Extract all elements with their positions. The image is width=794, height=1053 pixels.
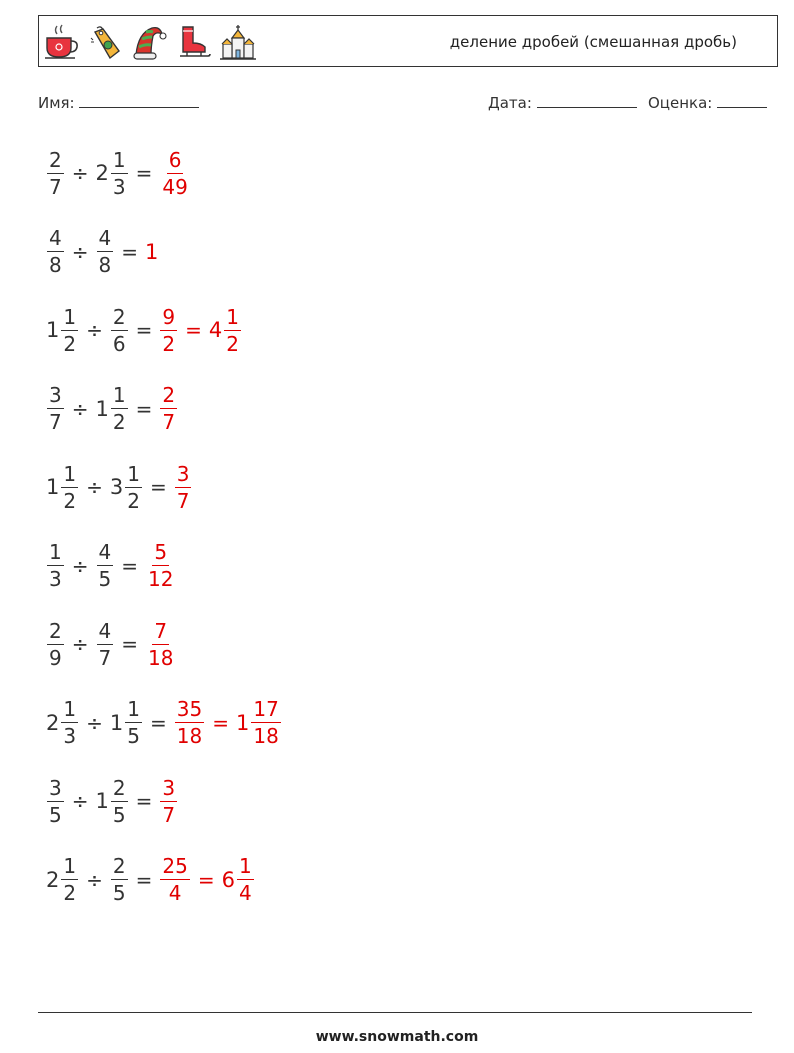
- answer-fraction: [175, 698, 204, 747]
- answer-fraction: [160, 384, 177, 433]
- operand-a-numerator: 3: [49, 383, 62, 407]
- answer-mixed-numerator: 1: [226, 304, 239, 329]
- answer-denominator: 2: [162, 331, 176, 356]
- answer-equals-sign: =: [185, 318, 202, 342]
- operand-b-numerator: 4: [98, 618, 112, 643]
- name-line[interactable]: [79, 93, 199, 108]
- answer-mixed-fraction: [251, 698, 280, 747]
- operand-a-denominator: 2: [63, 331, 77, 356]
- answer-equals-sign: =: [197, 867, 215, 892]
- operand-a-denominator: 2: [63, 488, 77, 513]
- answer-numerator: 7: [154, 618, 168, 643]
- answer-numerator: 2: [162, 383, 176, 407]
- operand-a-denominator: 9: [49, 645, 62, 670]
- operand-a-fraction: [47, 227, 64, 276]
- operand-a-fraction: [61, 698, 78, 747]
- answer: [145, 541, 176, 590]
- operand-a-numerator: 3: [49, 775, 62, 800]
- equals-sign: =: [135, 789, 153, 813]
- operand-b-whole: 3: [109, 475, 124, 499]
- operand-b-denominator: 5: [127, 724, 140, 748]
- score-label: Оценка:: [648, 94, 713, 112]
- operand-b-fraction: [97, 620, 114, 669]
- operand-b-denominator: 5: [112, 881, 126, 905]
- answer-numerator: 6: [168, 147, 182, 172]
- answer-fraction: [160, 855, 189, 904]
- operand-a-whole: 1: [46, 475, 60, 499]
- answer-denominator: 4: [168, 881, 182, 905]
- equals-sign: =: [135, 396, 153, 421]
- operand-b-denominator: 2: [112, 410, 126, 434]
- operand-b-fraction: [97, 541, 114, 590]
- operand-a-numerator: 1: [63, 304, 77, 329]
- operand-b-numerator: 1: [127, 697, 140, 721]
- answer: [145, 240, 158, 264]
- operand-b-fraction: [111, 777, 128, 826]
- operand-a-numerator: 2: [49, 618, 62, 643]
- answer: [174, 698, 282, 747]
- problem-row: [46, 144, 191, 202]
- answer-numerator: 25: [162, 854, 188, 878]
- church-icon: [219, 22, 257, 62]
- answer-fraction: [175, 463, 192, 512]
- answer-mixed-numerator: 1: [238, 854, 252, 878]
- answer-mixed-denominator: 2: [226, 331, 239, 356]
- problem-row: [46, 851, 255, 909]
- problem-row: [46, 772, 178, 830]
- operand-b-denominator: 7: [98, 645, 112, 670]
- answer-denominator: 49: [162, 174, 188, 199]
- answer-integer: 1: [145, 239, 159, 264]
- operand-a-fraction: [47, 384, 64, 433]
- operand-a-denominator: 7: [49, 174, 62, 199]
- name-label: Имя:: [38, 94, 75, 112]
- answer: [159, 306, 242, 355]
- answer-mixed-whole: 4: [208, 318, 223, 342]
- operand-b-numerator: 4: [98, 226, 112, 250]
- answer-numerator: 3: [162, 775, 176, 800]
- date-field: [488, 93, 637, 112]
- operand-b-fraction: [111, 384, 128, 433]
- divide-sign: ÷: [86, 710, 103, 735]
- operand-b-denominator: 2: [127, 488, 140, 513]
- operand-a-denominator: 3: [49, 567, 62, 591]
- operand-a-whole: 2: [46, 710, 60, 735]
- operand-a-numerator: 1: [63, 854, 77, 878]
- operand-a-whole: 2: [46, 867, 60, 892]
- answer: [174, 463, 193, 512]
- equals-sign: =: [149, 475, 167, 499]
- answer: [159, 149, 190, 198]
- answer-denominator: 18: [148, 645, 174, 670]
- operand-a-fraction: [47, 149, 64, 198]
- operand-b-fraction: [125, 463, 142, 512]
- operand-a-denominator: 5: [49, 802, 62, 827]
- header-icons: [43, 22, 257, 62]
- operand-a-fraction: [47, 541, 64, 590]
- answer-numerator: 35: [176, 697, 203, 721]
- answer-numerator: 3: [176, 461, 190, 486]
- answer-mixed-denominator: 4: [238, 881, 252, 905]
- answer-numerator: 9: [162, 304, 176, 329]
- operand-b-denominator: 5: [98, 567, 112, 591]
- problem-row: [46, 537, 176, 595]
- answer: [159, 855, 254, 904]
- operand-a-denominator: 2: [63, 881, 77, 905]
- operand-a-fraction: [47, 620, 64, 669]
- answer-mixed-whole: 6: [221, 867, 235, 892]
- footer-divider: [38, 1012, 752, 1013]
- answer-mixed-whole: 1: [235, 710, 250, 735]
- divide-sign: ÷: [86, 867, 103, 892]
- score-field: [648, 93, 767, 112]
- divide-sign: ÷: [71, 161, 89, 185]
- problem-row: [46, 301, 242, 359]
- operand-b-fraction: [111, 855, 128, 904]
- gift-tag-icon: [87, 22, 125, 62]
- tea-cup-icon: [43, 22, 81, 62]
- operand-b-whole: 1: [95, 789, 109, 813]
- divide-sign: ÷: [71, 789, 89, 813]
- answer: [145, 620, 176, 669]
- answer-denominator: 7: [162, 802, 176, 827]
- striped-hat-icon: [131, 22, 169, 62]
- operand-b-numerator: 1: [127, 461, 140, 486]
- equals-sign: =: [149, 710, 167, 735]
- equals-sign: =: [121, 632, 138, 656]
- equals-sign: =: [135, 161, 153, 185]
- operand-b-denominator: 8: [98, 253, 112, 277]
- footer-url: www.snowmath.com: [315, 1029, 479, 1045]
- operand-a-fraction: [61, 306, 78, 355]
- operand-b-fraction: [111, 149, 128, 198]
- operand-a-fraction: [61, 463, 78, 512]
- date-line[interactable]: [537, 93, 637, 108]
- worksheet-title: деление дробей (смешанная дробь): [449, 33, 737, 51]
- problem-row: [46, 380, 178, 438]
- answer-denominator: 12: [148, 567, 174, 591]
- divide-sign: ÷: [86, 318, 103, 342]
- operand-b-numerator: 4: [98, 540, 112, 564]
- operand-b-denominator: 5: [112, 802, 126, 827]
- operand-b-numerator: 1: [112, 383, 126, 407]
- operand-b-whole: 1: [109, 710, 124, 735]
- answer-denominator: 7: [162, 410, 176, 434]
- answer-fraction: [160, 306, 177, 355]
- equals-sign: =: [135, 318, 153, 342]
- operand-b-fraction: [125, 698, 142, 747]
- divide-sign: ÷: [71, 553, 89, 578]
- answer-mixed-fraction: [237, 855, 254, 904]
- ice-skate-icon: [175, 22, 213, 62]
- answer-mixed-fraction: [224, 306, 241, 355]
- answer-mixed-denominator: 18: [253, 724, 279, 748]
- operand-a-numerator: 1: [49, 540, 62, 564]
- operand-b-numerator: 2: [112, 304, 126, 329]
- operand-a-whole: 1: [46, 318, 60, 342]
- answer-numerator: 5: [154, 540, 168, 564]
- problem-row: [46, 694, 282, 752]
- operand-b-denominator: 6: [112, 331, 126, 356]
- equals-sign: =: [121, 553, 138, 578]
- divide-sign: ÷: [71, 632, 89, 656]
- operand-a-fraction: [47, 777, 64, 826]
- answer-denominator: 18: [176, 724, 203, 748]
- operand-b-fraction: [111, 306, 128, 355]
- problem-row: [46, 615, 176, 673]
- operand-a-denominator: 3: [63, 724, 77, 748]
- problem-row: [46, 458, 192, 516]
- operand-a-numerator: 4: [49, 226, 62, 250]
- answer: [159, 777, 178, 826]
- answer-fraction: [146, 541, 175, 590]
- answer-equals-sign: =: [212, 710, 229, 735]
- operand-a-numerator: 1: [63, 697, 77, 721]
- operand-a-fraction: [61, 855, 78, 904]
- divide-sign: ÷: [71, 396, 89, 421]
- operand-a-denominator: 7: [49, 410, 62, 434]
- answer-denominator: 7: [176, 488, 190, 513]
- date-label: Дата:: [488, 94, 532, 112]
- operand-b-fraction: [97, 227, 114, 276]
- operand-b-whole: 1: [95, 396, 109, 421]
- operand-a-numerator: 2: [49, 147, 62, 172]
- answer-fraction: [160, 149, 189, 198]
- divide-sign: ÷: [86, 475, 103, 499]
- operand-b-denominator: 3: [112, 174, 126, 199]
- divide-sign: ÷: [71, 239, 89, 264]
- operand-b-numerator: 2: [112, 775, 126, 800]
- answer-mixed-numerator: 17: [253, 697, 279, 721]
- answer-fraction: [160, 777, 177, 826]
- answer: [159, 384, 178, 433]
- header-box: [38, 15, 778, 67]
- equals-sign: =: [135, 867, 153, 892]
- operand-a-numerator: 1: [63, 461, 77, 486]
- score-line[interactable]: [717, 93, 767, 108]
- operand-b-numerator: 2: [112, 854, 126, 878]
- operand-a-denominator: 8: [49, 253, 62, 277]
- problem-row: [46, 223, 158, 281]
- operand-b-whole: 2: [95, 161, 109, 185]
- answer-fraction: [146, 620, 175, 669]
- operand-b-numerator: 1: [112, 147, 126, 172]
- equals-sign: =: [121, 239, 138, 264]
- name-field: [38, 93, 199, 112]
